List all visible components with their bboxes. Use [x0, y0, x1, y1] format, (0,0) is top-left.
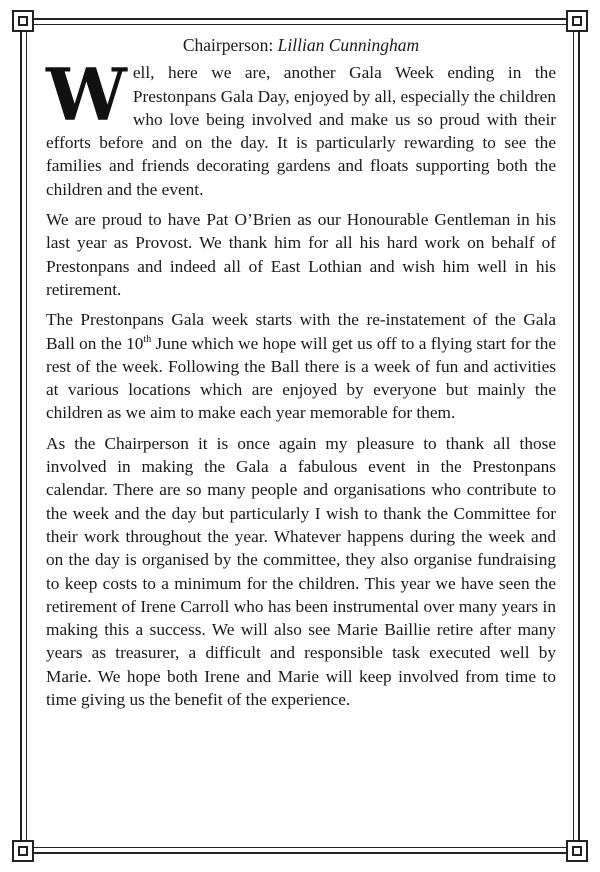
corner-ornament-top-right — [566, 10, 588, 32]
drop-cap: W — [46, 52, 127, 138]
paragraph-3 — [46, 308, 556, 424]
corner-ornament-bottom-right — [566, 840, 588, 862]
heading-name: Lillian Cunningham — [277, 35, 420, 55]
heading-role: Chairperson: — [182, 35, 274, 55]
paragraph-2: We are proud to have Pat O’Brien as our Honourable Gentleman in his last year as Provost. We thank him for all his hard work on behalf of Prestonpans and indeed all of East Lothian and wish him well in his retirement. — [46, 210, 556, 299]
paragraph-1 — [46, 52, 556, 201]
ordinal-suffix: th — [143, 333, 152, 345]
letter-body — [46, 34, 556, 718]
corner-ornament-bottom-left — [12, 840, 34, 862]
paragraph-4: As the Chairperson it is once again my pleasure to thank all those involved in making the Gala a fabulous event in the Prestonpans calendar. There are so many people and organisations who contribute to the week and the day but particularly I wish to thank the Committee for their work throughout the year. Whatever happens during the week and on the day is organised by the committee, they also organise fundraising to keep costs to a minimum for the children. This year we have seen the retirement of Irene Carroll who has been instrumental over many years in making this a success. We will also see Marie Baillie retire after many years as treasurer, a difficult and responsible task executed well by Marie. We hope both Irene and Marie will keep involved from time to time giving us the benefit of the experience. — [46, 433, 556, 710]
corner-ornament-top-left — [12, 10, 34, 32]
paragraph-3-text-a: The Prestonpans Gala week starts with the re-instatement of the Gala Ball on the 10 — [46, 310, 556, 353]
paragraph-1-text: ell, here we are, another Gala Week ending in the Prestonpans Gala Day, enjoyed by all, especially the children who love being involved and make us so proud with their efforts before and on the day. It is particularly rewarding to see the families and friends decorating gardens and floats supporting both the children and the event. — [46, 63, 556, 199]
paragraph-3-text-b: June which we hope will get us off to a flying start for the rest of the week. Following the Ball there is a week of fun and activities at various locations which are enjoyed by everyone but mainly the children as we aim to make each year memorable for them. — [46, 333, 557, 423]
